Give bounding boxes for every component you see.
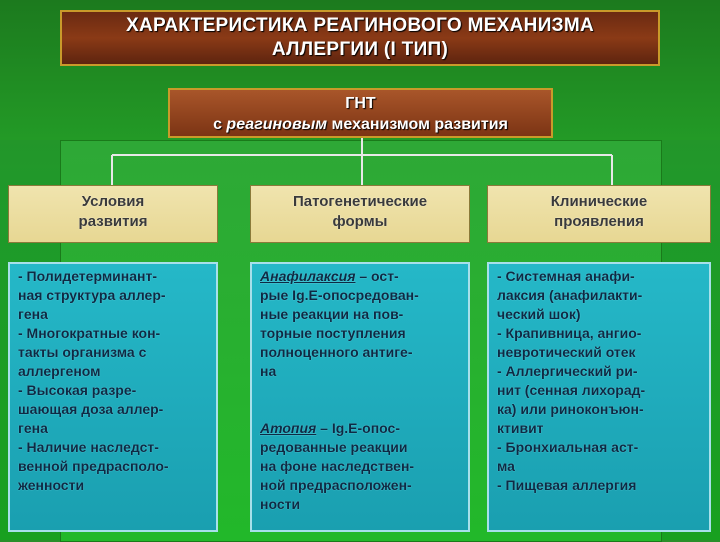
pathogenetic-forms-content — [250, 262, 470, 532]
atopy-first-line — [260, 419, 462, 438]
text-line: - Системная анафи- — [497, 268, 635, 284]
text-line: - Многократные кон- — [18, 325, 161, 341]
gnt-line-1: ГНТ — [345, 95, 376, 112]
text-line: ности — [260, 496, 301, 512]
text-line: на — [260, 363, 277, 379]
text-line: венной предрасполо- — [18, 458, 169, 474]
text-line: ная структура аллер- — [18, 287, 166, 303]
text-line: женности — [18, 477, 85, 493]
atopy-term: Атопия — [260, 420, 317, 436]
gnt-prefix: с — [213, 116, 227, 133]
text-line: рые Ig.E-опосредован- — [260, 287, 419, 303]
text-line: полноценного антиге- — [260, 344, 413, 360]
text-line: - Бронхиальная аст- — [497, 439, 639, 455]
text-line: - Полидетерминант- — [18, 268, 157, 284]
category-pathogenetic-forms — [250, 185, 470, 243]
category-label-line: Патогенетические — [292, 193, 428, 210]
text-line: ктивит — [497, 420, 544, 436]
text-line: шающая доза аллер- — [18, 401, 164, 417]
category-conditions — [8, 185, 218, 243]
text-line: - Пищевая аллергия — [497, 477, 637, 493]
title-line-2: АЛЛЕРГИИ (I ТИП) — [271, 39, 449, 60]
category-clinical-manifestations — [487, 185, 711, 243]
category-label-line: Условия — [81, 193, 145, 210]
category-label-line: развития — [78, 213, 148, 230]
text-line: на фоне наследствен- — [260, 458, 415, 474]
text-line: ческий шок) — [497, 306, 581, 322]
text-fragment: – ост- — [355, 268, 399, 284]
text-line: нит (сенная лихорад- — [497, 382, 646, 398]
gnt-emphasis: реагиновым — [226, 116, 328, 133]
category-label-line: проявления — [554, 213, 644, 230]
text-line: - Наличие наследст- — [18, 439, 159, 455]
text-line: - Высокая разре- — [18, 382, 137, 398]
text-line: - Аллергический ри- — [497, 363, 638, 379]
text-line: ные реакции на пов- — [260, 306, 404, 322]
text-line: редованные реакции — [260, 439, 408, 455]
text-line: ной предрасположен- — [260, 477, 412, 493]
text-line: аллергеном — [18, 363, 101, 379]
block-spacer — [260, 381, 462, 400]
text-line: ма — [497, 458, 515, 474]
text-line: торные поступления — [260, 325, 406, 341]
text-line: невротический отек — [497, 344, 636, 360]
text-line: ка) или риноконъюн- — [497, 401, 644, 417]
conditions-content — [8, 262, 218, 532]
title-line-1: ХАРАКТЕРИСТИКА РЕАГИНОВОГО МЕХАНИЗМА — [125, 15, 595, 36]
text-line: гена — [18, 420, 48, 436]
text-line: такты организма с — [18, 344, 147, 360]
category-label-line: Клинические — [550, 193, 648, 210]
category-label-line: формы — [332, 213, 388, 230]
anaphylaxis-first-line — [260, 267, 462, 286]
clinical-manifestations-content — [487, 262, 711, 532]
text-line: гена — [18, 306, 48, 322]
gnt-suffix: механизмом развития — [327, 116, 508, 133]
anaphylaxis-term: Анафилаксия — [260, 268, 356, 284]
text-line: лаксия (анафилакти- — [497, 287, 643, 303]
text-fragment: – Ig.E-опос- — [316, 420, 401, 436]
text-line: - Крапивница, ангио- — [497, 325, 642, 341]
block-spacer — [260, 400, 462, 419]
